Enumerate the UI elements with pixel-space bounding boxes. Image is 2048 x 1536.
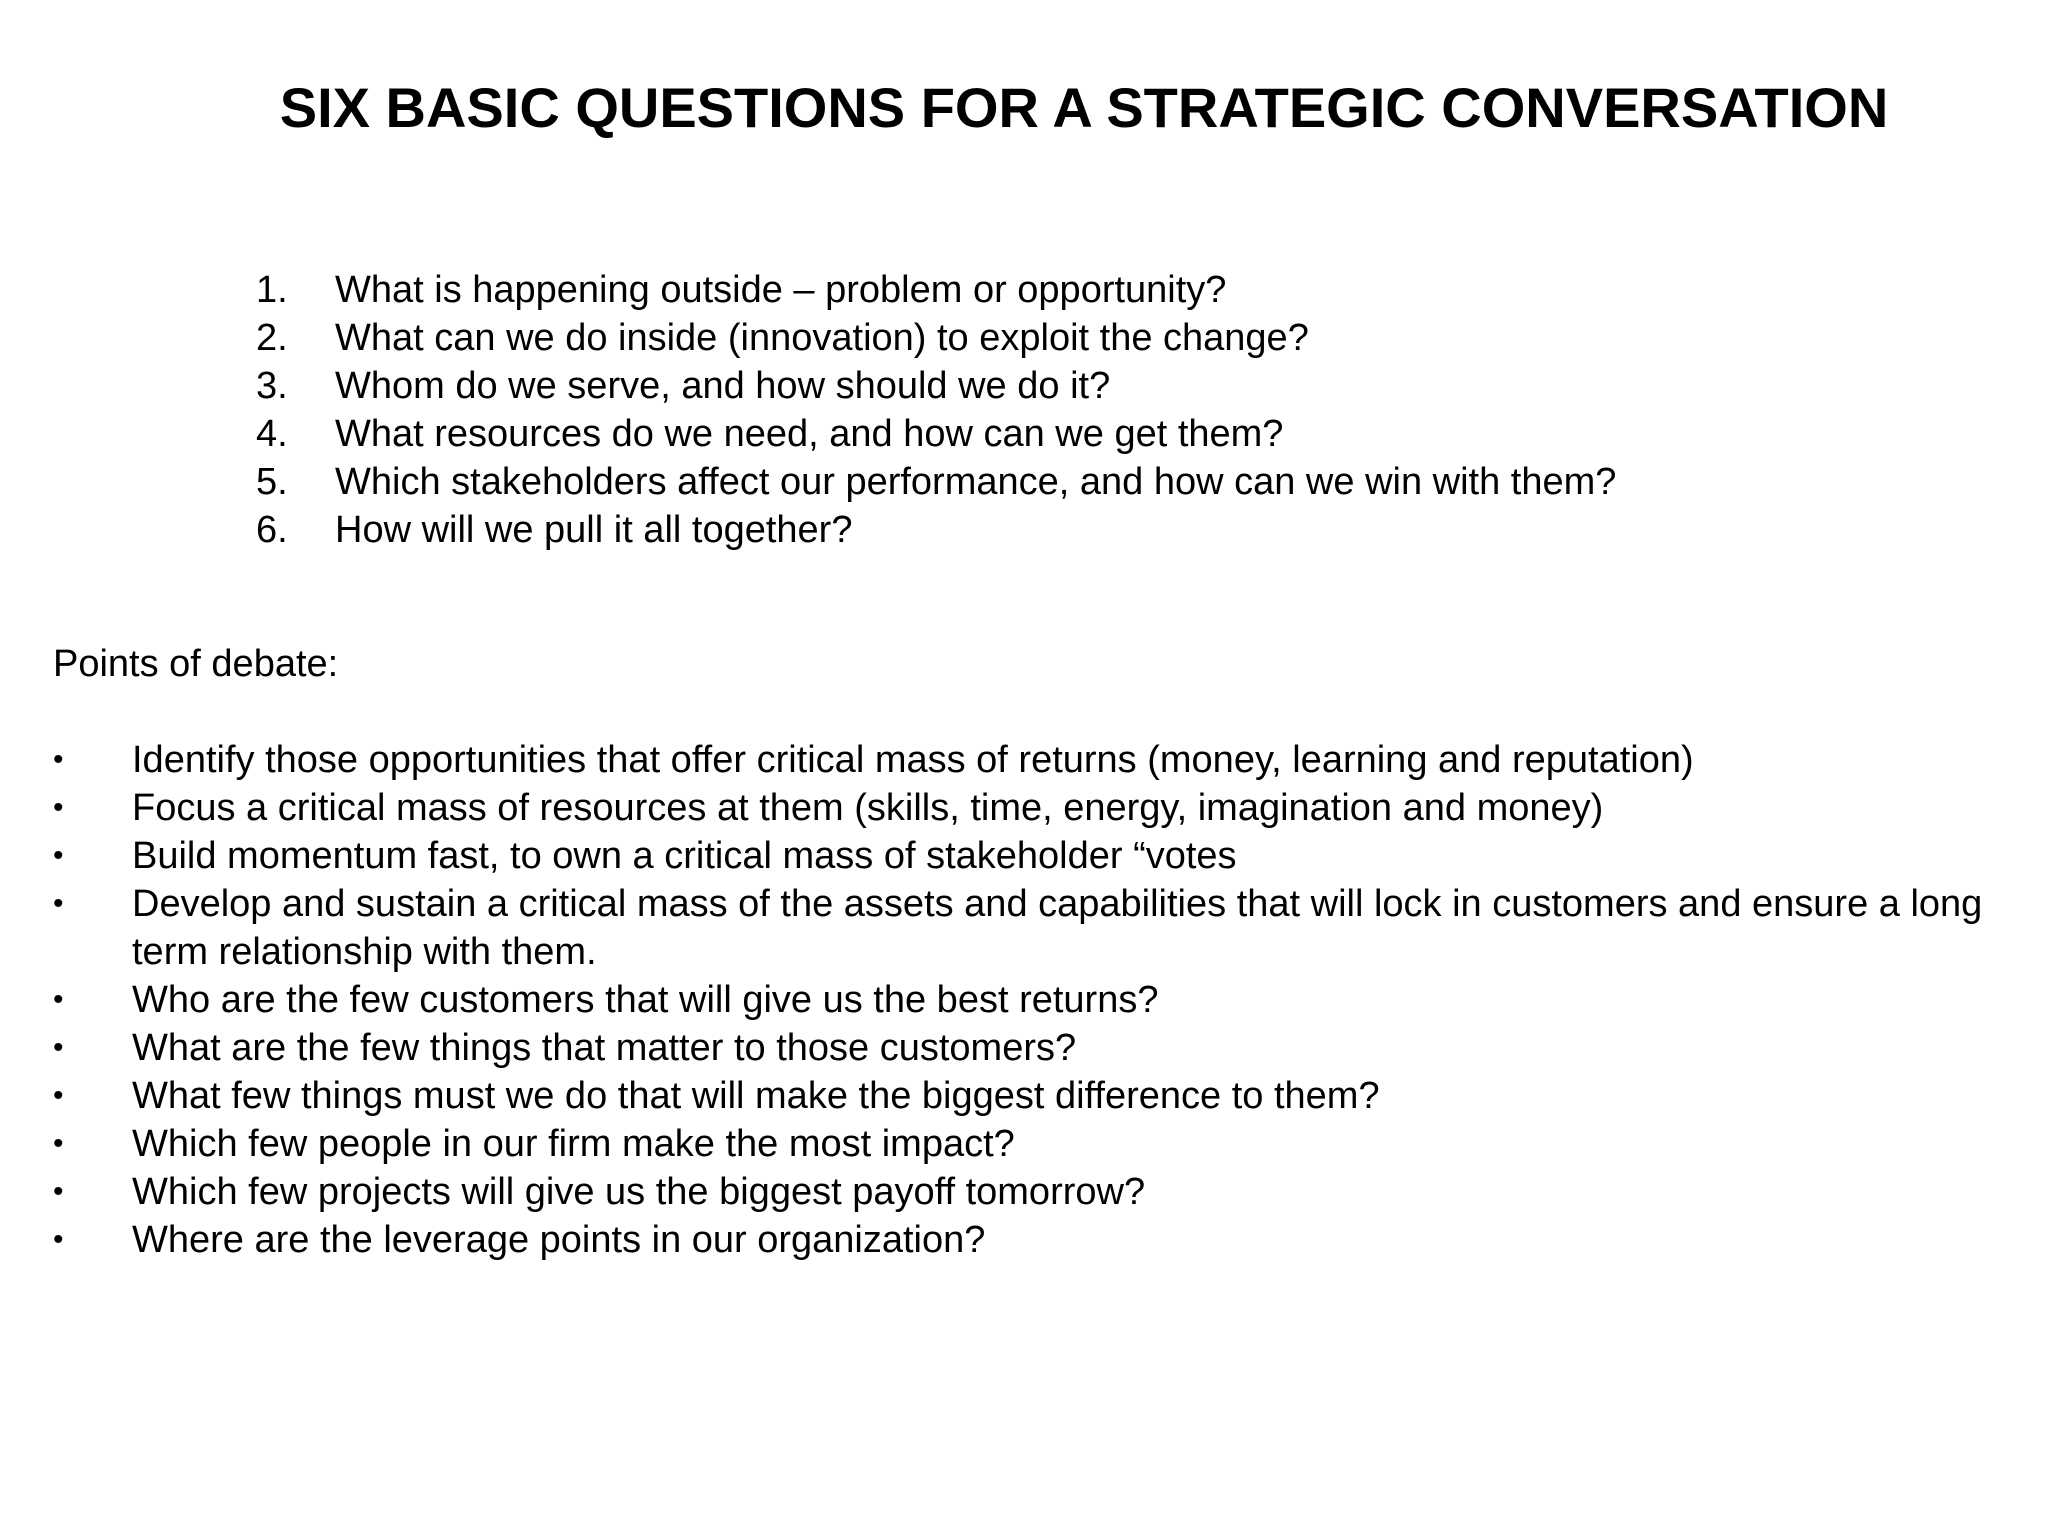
debate-point-text: What few things must we do that will make the biggest difference to them? [132,1075,1380,1117]
debate-point [53,1024,2013,1072]
debate-point-text: Develop and sustain a critical mass of the assets and capabilities that will lock in customers and ensure a long term relationship with them. [132,883,1983,973]
debate-point-text: Build momentum fast, to own a critical mass of stakeholder “votes [132,835,1237,877]
debate-point [53,736,2013,784]
question-text: What can we do inside (innovation) to exploit the change? [335,317,1309,359]
question-item [256,410,1656,458]
bullet-icon: • [53,1031,64,1064]
debate-point-text: Focus a critical mass of resources at them (skills, time, energy, imagination and money) [132,787,1604,829]
bullet-icon: • [53,983,64,1016]
debate-heading: Points of debate: [53,643,339,685]
question-item [256,506,1656,554]
question-number: 2. [256,317,288,359]
bullet-icon: • [53,791,64,824]
debate-point-text: Where are the leverage points in our organization? [132,1219,986,1261]
debate-point [53,784,2013,832]
debate-point-text: Which few people in our firm make the most impact? [132,1123,1015,1165]
question-number: 1. [256,269,288,311]
debate-point [53,1168,2013,1216]
question-text: Which stakeholders affect our performance, and how can we win with them? [335,461,1617,503]
debate-point [53,1072,2013,1120]
question-text: Whom do we serve, and how should we do it? [335,365,1111,407]
question-item [256,362,1656,410]
bullet-icon: • [53,1079,64,1112]
question-text: What is happening outside – problem or opportunity? [335,269,1227,311]
question-text: How will we pull it all together? [335,509,853,551]
page-title: SIX BASIC QUESTIONS FOR A STRATEGIC CONVERSATION [279,76,1889,139]
question-item [256,314,1656,362]
questions-list [256,266,1656,554]
debate-point-text: What are the few things that matter to those customers? [132,1027,1077,1069]
bullet-icon: • [53,1175,64,1208]
bullet-icon: • [53,743,64,776]
debate-point [53,976,2013,1024]
question-item [256,458,1656,506]
question-text: What resources do we need, and how can we get them? [335,413,1284,455]
debate-point [53,832,2013,880]
debate-point-text: Who are the few customers that will give us the best returns? [132,979,1159,1021]
debate-point-text: Which few projects will give us the biggest payoff tomorrow? [132,1171,1146,1213]
question-number: 4. [256,413,288,455]
debate-point [53,1120,2013,1168]
question-number: 3. [256,365,288,407]
bullet-icon: • [53,1127,64,1160]
question-number: 6. [256,509,288,551]
question-item [256,266,1656,314]
debate-point [53,1216,2013,1264]
debate-point-text: Identify those opportunities that offer critical mass of returns (money, learning and reputation) [132,739,1694,781]
bullet-icon: • [53,839,64,872]
debate-points-list [53,736,2013,1264]
question-number: 5. [256,461,288,503]
debate-point [53,880,2013,976]
bullet-icon: • [53,887,64,920]
bullet-icon: • [53,1223,64,1256]
